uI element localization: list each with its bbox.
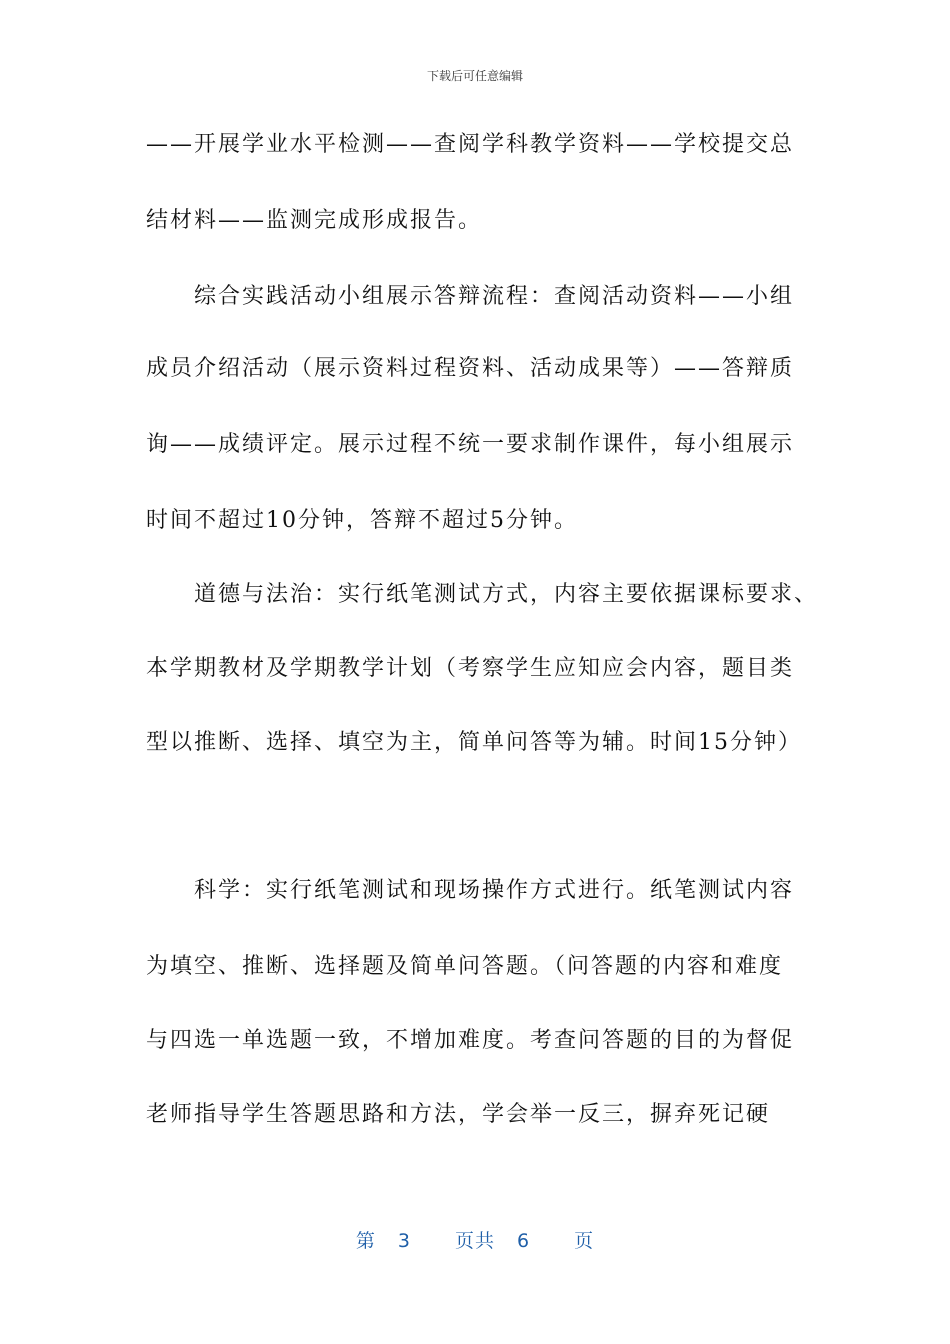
text-line: ——开展学业水平检测——查阅学科教学资料——学校提交总 bbox=[146, 132, 795, 157]
text-line: 老师指导学生答题思路和方法，学会举一反三，摒弃死记硬 bbox=[146, 1102, 771, 1127]
text-line: 结材料——监测完成形成报告。 bbox=[146, 208, 483, 233]
paragraph-start-line: 科学：实行纸笔测试和现场操作方式进行。纸笔测试内容 bbox=[194, 878, 795, 903]
footer-di: 第 bbox=[355, 1230, 376, 1252]
text-line: 与四选一单选题一致，不增加难度。考查问答题的目的为督促 bbox=[146, 1028, 795, 1053]
footer-total-pages: 6 bbox=[517, 1230, 531, 1252]
text-line: 成员介绍活动（展示资料过程资料、活动成果等）——答辩质 bbox=[146, 356, 795, 381]
page-header: 下载后可任意编辑 bbox=[426, 69, 523, 83]
text-line: 型以推断、选择、填空为主，简单问答等为辅。时间15分钟） bbox=[146, 730, 802, 755]
page-footer bbox=[0, 1226, 950, 1253]
footer-page-number: 3 bbox=[397, 1230, 411, 1252]
paragraph-start-line: 道德与法治：实行纸笔测试方式，内容主要依据课标要求、 bbox=[194, 582, 819, 607]
paragraph-start-line: 综合实践活动小组展示答辩流程：查阅活动资料——小组 bbox=[194, 284, 795, 309]
text-line: 为填空、推断、选择题及简单问答题。（问答题的内容和难度 bbox=[146, 954, 784, 979]
text-line: 本学期教材及学期教学计划（考察学生应知应会内容，题目类 bbox=[146, 656, 795, 681]
footer-ye-gong: 页共 bbox=[454, 1230, 495, 1252]
text-line: 时间不超过10分钟，答辩不超过5分钟。 bbox=[146, 508, 578, 533]
footer-ye: 页 bbox=[574, 1230, 595, 1252]
text-line: 询——成绩评定。展示过程不统一要求制作课件，每小组展示 bbox=[146, 432, 795, 457]
